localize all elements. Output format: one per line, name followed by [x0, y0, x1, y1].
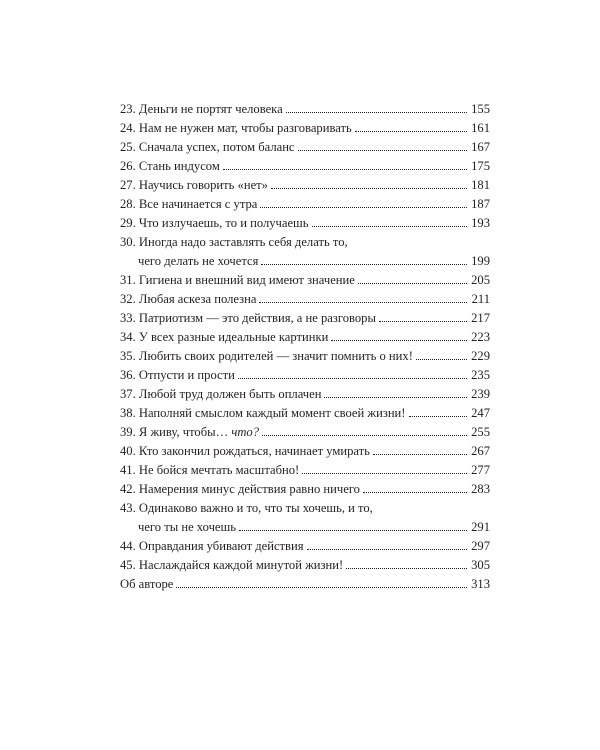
toc-entry-number: 40. — [120, 444, 136, 458]
toc-page-number: 217 — [471, 311, 490, 325]
toc-entry-number: 42. — [120, 482, 136, 496]
toc-entry-number: 45. — [120, 558, 136, 572]
dot-leader — [324, 397, 467, 398]
toc-entry-title — [120, 290, 256, 309]
toc-entry-title — [120, 157, 220, 176]
toc-page-number: 239 — [471, 387, 490, 401]
toc-entry-number: 35. — [120, 349, 136, 363]
toc-entry-title — [120, 138, 295, 157]
toc-page-number: 313 — [471, 577, 490, 591]
toc-entry-title — [120, 347, 413, 366]
toc-entry-text: Оправдания убивают действия — [138, 539, 304, 553]
toc-entry-number: 34. — [120, 330, 136, 344]
table-of-contents — [120, 100, 490, 594]
toc-entry-number: 38. — [120, 406, 136, 420]
toc-entry-title — [120, 214, 309, 233]
dot-leader — [298, 150, 467, 151]
toc-entry-number: 32. — [120, 292, 136, 306]
toc-entry-number: 30. — [120, 235, 136, 249]
toc-entry-31[interactable] — [120, 271, 490, 290]
toc-entry-title — [120, 404, 406, 423]
toc-entry-number: 24. — [120, 121, 136, 135]
toc-page-number: 167 — [471, 140, 490, 154]
toc-entry-number: 29. — [120, 216, 136, 230]
toc-entry-title — [120, 461, 299, 480]
dot-leader — [286, 112, 467, 113]
toc-entry-title — [120, 442, 370, 461]
toc-entry-24[interactable] — [120, 119, 490, 138]
dot-leader — [331, 340, 467, 341]
dot-leader — [346, 568, 467, 569]
dot-leader — [176, 587, 467, 588]
toc-entry-37[interactable] — [120, 385, 490, 404]
toc-entry-text: Нам не нужен мат, чтобы разговаривать — [138, 121, 352, 135]
toc-entry-25[interactable] — [120, 138, 490, 157]
toc-entry-41[interactable] — [120, 461, 490, 480]
toc-entry-text-italic: что? — [231, 425, 260, 439]
dot-leader — [312, 226, 468, 227]
toc-entry-number: 26. — [120, 159, 136, 173]
toc-entry-title — [120, 119, 352, 138]
toc-entry-text: Деньги не портят человека — [138, 102, 283, 116]
toc-entry-35[interactable] — [120, 347, 490, 366]
toc-entry-about-author[interactable] — [120, 575, 490, 594]
toc-entry-title — [120, 556, 343, 575]
toc-entry-text: Наслаждайся каждой минутой жизни! — [138, 558, 344, 572]
toc-entry-38[interactable] — [120, 404, 490, 423]
toc-entry-text: Научись говорить «нет» — [138, 178, 268, 192]
toc-page-number: 161 — [471, 121, 490, 135]
toc-entry-number: 39. — [120, 425, 136, 439]
toc-entry-number: 25. — [120, 140, 136, 154]
toc-entry-number: 23. — [120, 102, 136, 116]
dot-leader — [239, 530, 467, 531]
toc-page-number: 235 — [471, 368, 490, 382]
dot-leader — [262, 435, 467, 436]
toc-entry-title — [120, 176, 268, 195]
toc-entry-title — [120, 480, 360, 499]
toc-entry-title — [120, 537, 304, 556]
toc-entry-36[interactable] — [120, 366, 490, 385]
toc-entry-45[interactable] — [120, 556, 490, 575]
toc-entry-32[interactable] — [120, 290, 490, 309]
dot-leader — [261, 264, 467, 265]
toc-entry-text: Не бойся мечтать масштабно! — [138, 463, 300, 477]
toc-entry-title: Об авторе — [120, 577, 174, 591]
dot-leader — [302, 473, 467, 474]
toc-entry-number: 44. — [120, 539, 136, 553]
toc-page-number: 267 — [471, 444, 490, 458]
toc-page-number: 305 — [471, 558, 490, 572]
dot-leader — [259, 302, 467, 303]
toc-entry-33[interactable] — [120, 309, 490, 328]
toc-entry-number: 33. — [120, 311, 136, 325]
toc-entry-title — [120, 499, 373, 518]
dot-leader — [223, 169, 467, 170]
toc-page-number: 205 — [471, 273, 490, 287]
toc-entry-29[interactable] — [120, 214, 490, 233]
toc-entry-title — [120, 423, 259, 442]
toc-page-number: 175 — [471, 159, 490, 173]
toc-page-number: 181 — [471, 178, 490, 192]
toc-entry-number: 43. — [120, 501, 136, 515]
toc-entry-text: Одинаково важно и то, что ты хочешь, и то, — [138, 501, 373, 515]
toc-entry-text: Отпусти и прости — [138, 368, 235, 382]
toc-entry-number: 31. — [120, 273, 136, 287]
toc-entry-text: Гигиена и внешний вид имеют значение — [138, 273, 355, 287]
toc-page-number: 155 — [471, 102, 490, 116]
toc-entry-26[interactable] — [120, 157, 490, 176]
toc-entry-text: Любить своих родителей — значит помнить о них! — [138, 349, 413, 363]
dot-leader — [363, 492, 467, 493]
dot-leader — [238, 378, 467, 379]
toc-entry-title — [120, 309, 376, 328]
dot-leader — [409, 416, 468, 417]
dot-leader — [373, 454, 467, 455]
toc-entry-27[interactable] — [120, 176, 490, 195]
dot-leader — [379, 321, 467, 322]
toc-entry-number: 41. — [120, 463, 136, 477]
dot-leader — [260, 207, 467, 208]
toc-entry-title — [120, 195, 257, 214]
dot-leader — [416, 359, 467, 360]
toc-entry-text: Любая аскеза полезна — [138, 292, 257, 306]
toc-entry-39[interactable] — [120, 423, 490, 442]
toc-page-number: 247 — [471, 406, 490, 420]
toc-entry-42[interactable] — [120, 480, 490, 499]
toc-entry-40[interactable] — [120, 442, 490, 461]
toc-entry-title-continued: чего делать не хочется — [138, 254, 259, 268]
toc-entry-44[interactable] — [120, 537, 490, 556]
toc-page-number: 277 — [471, 463, 490, 477]
toc-entry-28[interactable] — [120, 195, 490, 214]
toc-page-number: 297 — [471, 539, 490, 553]
toc-entry-43[interactable] — [120, 499, 490, 537]
toc-entry-text: Любой труд должен быть оплачен — [138, 387, 322, 401]
toc-entry-number: 36. — [120, 368, 136, 382]
toc-entry-text: Все начинается с утра — [138, 197, 258, 211]
toc-page-number: 229 — [471, 349, 490, 363]
toc-entry-number: 37. — [120, 387, 136, 401]
toc-page-number: 283 — [471, 482, 490, 496]
toc-entry-number: 28. — [120, 197, 136, 211]
dot-leader — [358, 283, 467, 284]
toc-entry-text: Иногда надо заставлять себя делать то, — [138, 235, 348, 249]
toc-page-number: 255 — [471, 425, 490, 439]
toc-page-number: 223 — [471, 330, 490, 344]
toc-entry-text: Намерения минус действия равно ничего — [138, 482, 360, 496]
toc-page-number: 193 — [471, 216, 490, 230]
toc-entry-34[interactable] — [120, 328, 490, 347]
toc-entry-title — [120, 233, 348, 252]
toc-entry-text: Стань индусом — [138, 159, 220, 173]
toc-entry-title-continued: чего ты не хочешь — [138, 520, 236, 534]
toc-entry-text: Сначала успех, потом баланс — [138, 140, 295, 154]
toc-page-number: 211 — [471, 292, 490, 306]
toc-entry-number: 27. — [120, 178, 136, 192]
toc-entry-text: У всех разные идеальные картинки — [138, 330, 329, 344]
toc-entry-title — [120, 366, 235, 385]
toc-page-number: 291 — [471, 520, 490, 534]
toc-entry-text: Я живу, чтобы… — [138, 425, 232, 439]
toc-entry-title — [120, 271, 355, 290]
toc-entry-text: Наполняй смыслом каждый момент своей жизни! — [138, 406, 406, 420]
toc-entry-30[interactable] — [120, 233, 490, 271]
dot-leader — [271, 188, 467, 189]
toc-entry-23[interactable] — [120, 100, 490, 119]
toc-entry-title — [120, 328, 328, 347]
toc-entry-text: Что излучаешь, то и получаешь — [138, 216, 309, 230]
toc-page-number: 187 — [471, 197, 490, 211]
toc-page-number: 199 — [471, 254, 490, 268]
toc-entry-title — [120, 100, 283, 119]
toc-entry-text: Патриотизм — это действия, а не разговоры — [138, 311, 376, 325]
dot-leader — [355, 131, 467, 132]
toc-entry-title — [120, 385, 321, 404]
dot-leader — [307, 549, 467, 550]
toc-entry-text: Кто закончил рождаться, начинает умирать — [138, 444, 370, 458]
